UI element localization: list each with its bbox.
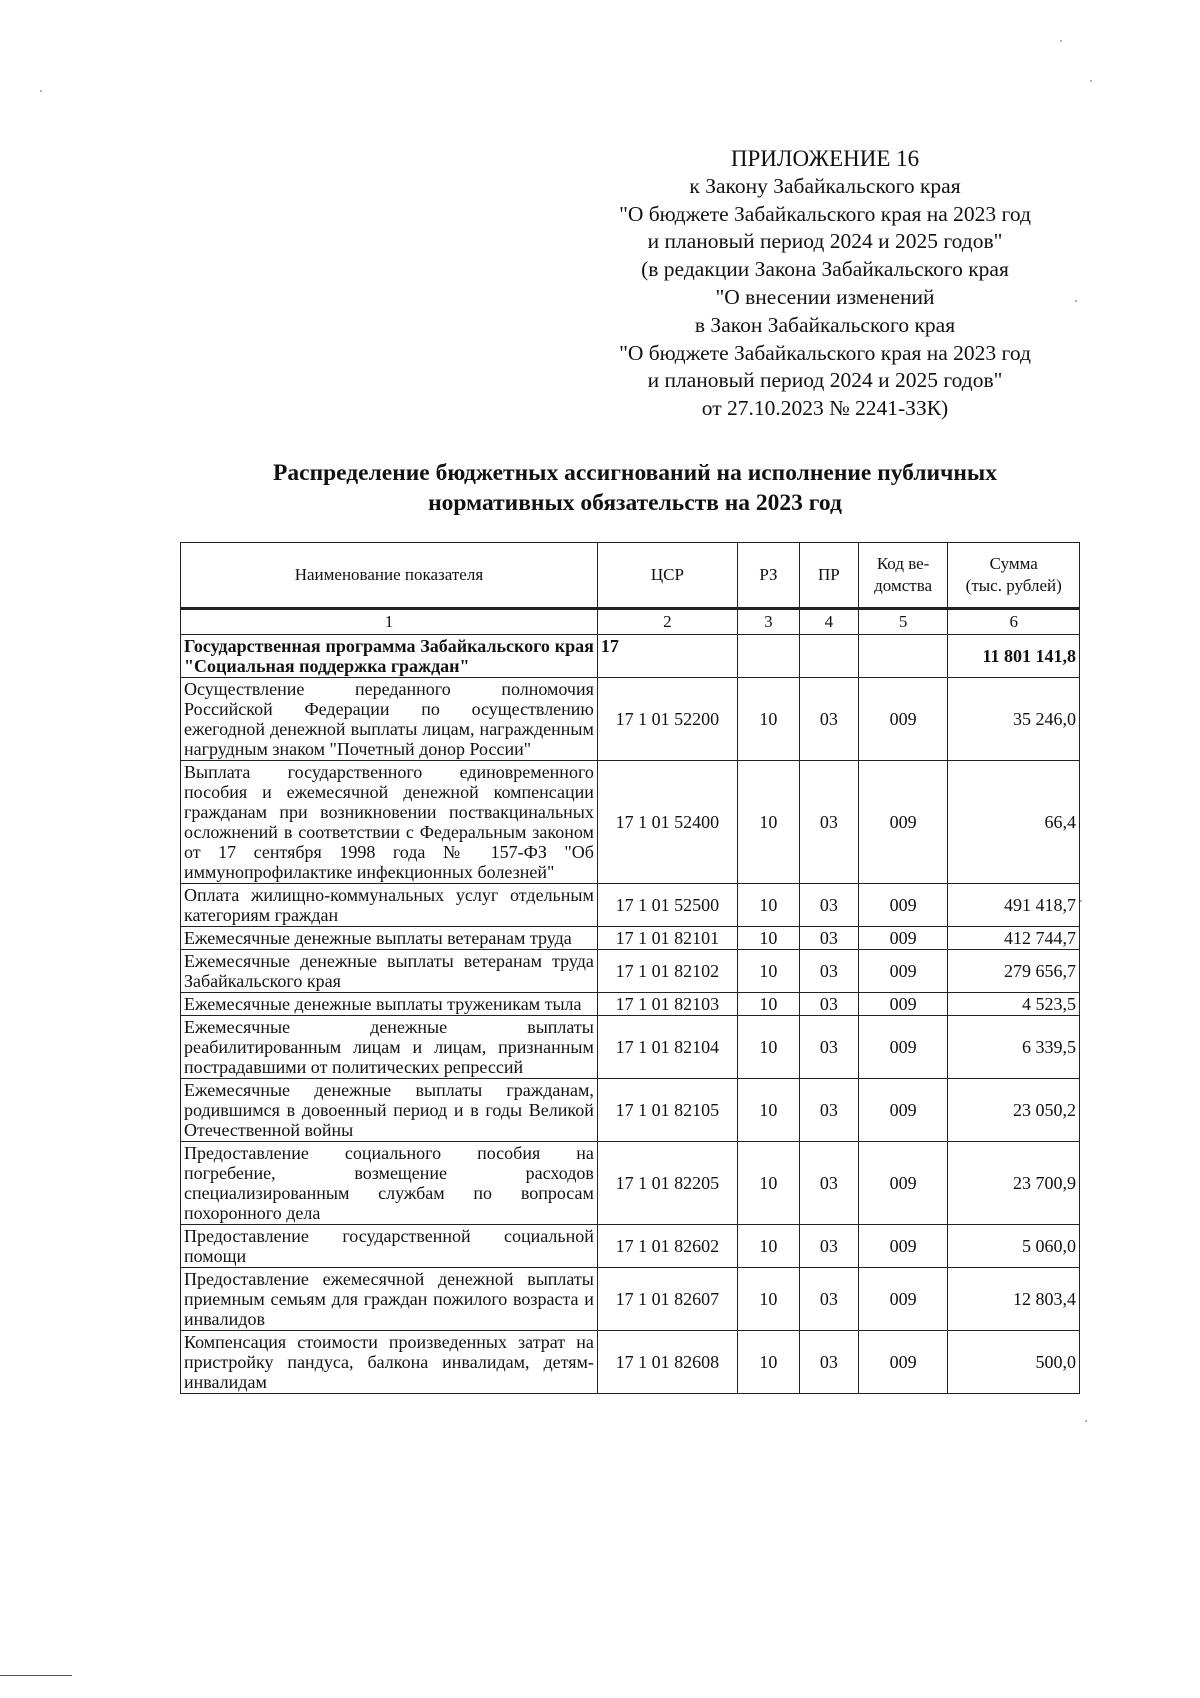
row-csr: 17 1 01 82102 [597,950,737,993]
scan-speck [1060,40,1062,42]
row-csr: 17 1 01 82205 [597,1142,737,1225]
table-row [181,1331,1080,1394]
row-name: Ежемесячные денежные выплаты ветеранам труда Забайкальского края [181,950,598,993]
row-sum: 5 060,0 [948,1225,1080,1268]
header-ved [858,543,948,609]
row-name: Предоставление государственной социальной помощи [181,1225,598,1268]
header-line: и плановый период 2024 и 2025 годов" [647,229,1003,254]
table-row [181,1016,1080,1079]
header-rz: РЗ [737,543,799,609]
document-title [160,458,1110,518]
row-csr: 17 [597,635,737,678]
row-rz: 10 [737,678,799,761]
appendix-number: ПРИЛОЖЕНИЕ 16 [730,146,920,171]
row-ved: 009 [858,1225,948,1268]
row-rz: 10 [737,1225,799,1268]
header-line: (в редакции Закона Забайкальского края [641,257,1009,282]
header-ved-line1: Код ве- [876,554,930,573]
table-row [181,1268,1080,1331]
row-ved: 009 [858,678,948,761]
row-name: Осуществление переданного полномочия Российской Федерации по осуществлению ежегодной денежной выплаты лицам, награжденным нагрудным знаком "Почетный донор России" [181,678,598,761]
row-name: Ежемесячные денежные выплаты реабилитированным лицам и лицам, признанным пострадавшими от политических репрессий [181,1016,598,1079]
row-sum: 412 744,7 [948,927,1080,950]
row-pr: 03 [799,678,858,761]
row-rz: 10 [737,950,799,993]
row-sum: 4 523,5 [948,993,1080,1016]
table-row [181,761,1080,884]
row-pr: 03 [799,1225,858,1268]
row-rz [737,635,799,678]
row-name: Предоставление ежемесячной денежной выплаты приемным семьям для граждан пожилого возраста и инвалидов [181,1268,598,1331]
row-rz: 10 [737,1268,799,1331]
column-number: 2 [597,609,737,635]
row-sum: 66,4 [948,761,1080,884]
budget-table [180,542,1080,1394]
row-ved: 009 [858,1331,948,1394]
table-row [181,678,1080,761]
row-rz: 10 [737,1016,799,1079]
row-pr: 03 [799,993,858,1016]
header-line: "О бюджете Забайкальского края на 2023 год [619,201,1031,226]
row-sum: 279 656,7 [948,950,1080,993]
row-ved: 009 [858,993,948,1016]
row-pr: 03 [799,1016,858,1079]
row-rz: 10 [737,993,799,1016]
row-rz: 10 [737,1331,799,1394]
header-sum-line1: Сумма [989,554,1038,573]
row-pr: 03 [799,884,858,927]
margin-line [0,1675,72,1676]
row-ved: 009 [858,1268,948,1331]
row-rz: 10 [737,927,799,950]
title-line-2: нормативных обязательств на 2023 год [428,490,842,516]
title-line-1: Распределение бюджетных ассигнований на исполнение публичных [273,460,997,486]
row-ved: 009 [858,1016,948,1079]
row-ved: 009 [858,1142,948,1225]
row-pr: 03 [799,1268,858,1331]
header-csr: ЦСР [597,543,737,609]
table-row [181,927,1080,950]
header-line: от 27.10.2023 № 2241-ЗЗК) [701,396,949,421]
row-ved: 009 [858,761,948,884]
column-number: 4 [799,609,858,635]
row-ved [858,635,948,678]
row-pr: 03 [799,1142,858,1225]
row-ved: 009 [858,1079,948,1142]
header-line: "О бюджете Забайкальского края на 2023 год [619,340,1031,365]
row-name: Компенсация стоимости произведенных затрат на пристройку пандуса, балкона инвалидам, детям-инвалидам [181,1331,598,1394]
table-row [181,993,1080,1016]
row-rz: 10 [737,1142,799,1225]
column-number: 5 [858,609,948,635]
scan-speck [1085,1420,1087,1422]
row-ved: 009 [858,884,948,927]
header-sum-line2: (тыс. рублей) [965,576,1062,595]
table-row [181,884,1080,927]
row-pr: 03 [799,761,858,884]
row-rz: 10 [737,761,799,884]
row-sum: 500,0 [948,1331,1080,1394]
row-csr: 17 1 01 82105 [597,1079,737,1142]
table-row [181,1142,1080,1225]
row-pr: 03 [799,927,858,950]
row-csr: 17 1 01 82607 [597,1268,737,1331]
row-sum: 23 700,9 [948,1142,1080,1225]
row-name: Государственная программа Забайкальского края "Социальная поддержка граждан" [181,635,598,678]
appendix-header [560,145,1090,423]
header-name: Наименование показателя [181,543,598,609]
row-name: Выплата государственного единовременного пособия и ежемесячной денежной компенсации гражданам при возникновении поствакцинальных осложнений в соответствии с Федеральным законом от 17 сентября 1998 года № 157-ФЗ "Об иммунопрофилактике инфекционных болезней" [181,761,598,884]
row-name: Ежемесячные денежные выплаты ветеранам труда [181,927,598,950]
table-row [181,635,1080,678]
table-row [181,1079,1080,1142]
row-pr: 03 [799,1331,858,1394]
row-sum: 6 339,5 [948,1016,1080,1079]
table-body [181,635,1080,1394]
header-ved-line2: домства [874,576,933,595]
row-ved: 009 [858,950,948,993]
header-line: "О внесении изменений [715,284,935,309]
row-name: Предоставление социального пособия на погребение, возмещение расходов специализированным службам по вопросам похоронного дела [181,1142,598,1225]
row-csr: 17 1 01 82602 [597,1225,737,1268]
row-name: Ежемесячные денежные выплаты гражданам, родившимся в довоенный период и в годы Великой Отечественной войны [181,1079,598,1142]
row-csr: 17 1 01 52200 [597,678,737,761]
row-rz: 10 [737,884,799,927]
row-pr [799,635,858,678]
scan-speck [1075,300,1077,302]
column-number: 1 [181,609,598,635]
table-row [181,950,1080,993]
column-number: 3 [737,609,799,635]
row-name: Оплата жилищно-коммунальных услуг отдельным категориям граждан [181,884,598,927]
table-header-row [181,543,1080,609]
row-csr: 17 1 01 82608 [597,1331,737,1394]
scan-speck [1090,80,1092,82]
scan-speck [40,90,42,92]
row-sum: 23 050,2 [948,1079,1080,1142]
row-sum: 11 801 141,8 [948,635,1080,678]
row-pr: 03 [799,950,858,993]
row-csr: 17 1 01 82101 [597,927,737,950]
scan-speck [1080,900,1082,902]
header-pr: ПР [799,543,858,609]
row-csr: 17 1 01 52500 [597,884,737,927]
row-name: Ежемесячные денежные выплаты труженикам тыла [181,993,598,1016]
column-number-row [181,609,1080,635]
row-sum: 12 803,4 [948,1268,1080,1331]
column-number: 6 [948,609,1080,635]
row-sum: 491 418,7 [948,884,1080,927]
row-csr: 17 1 01 82103 [597,993,737,1016]
row-csr: 17 1 01 82104 [597,1016,737,1079]
row-rz: 10 [737,1079,799,1142]
row-sum: 35 246,0 [948,678,1080,761]
header-line: к Закону Забайкальского края [689,173,961,198]
row-pr: 03 [799,1079,858,1142]
table-row [181,1225,1080,1268]
header-line: и плановый период 2024 и 2025 годов" [647,368,1003,393]
row-ved: 009 [858,927,948,950]
header-sum [948,543,1080,609]
row-csr: 17 1 01 52400 [597,761,737,884]
header-line: в Закон Забайкальского края [694,312,956,337]
